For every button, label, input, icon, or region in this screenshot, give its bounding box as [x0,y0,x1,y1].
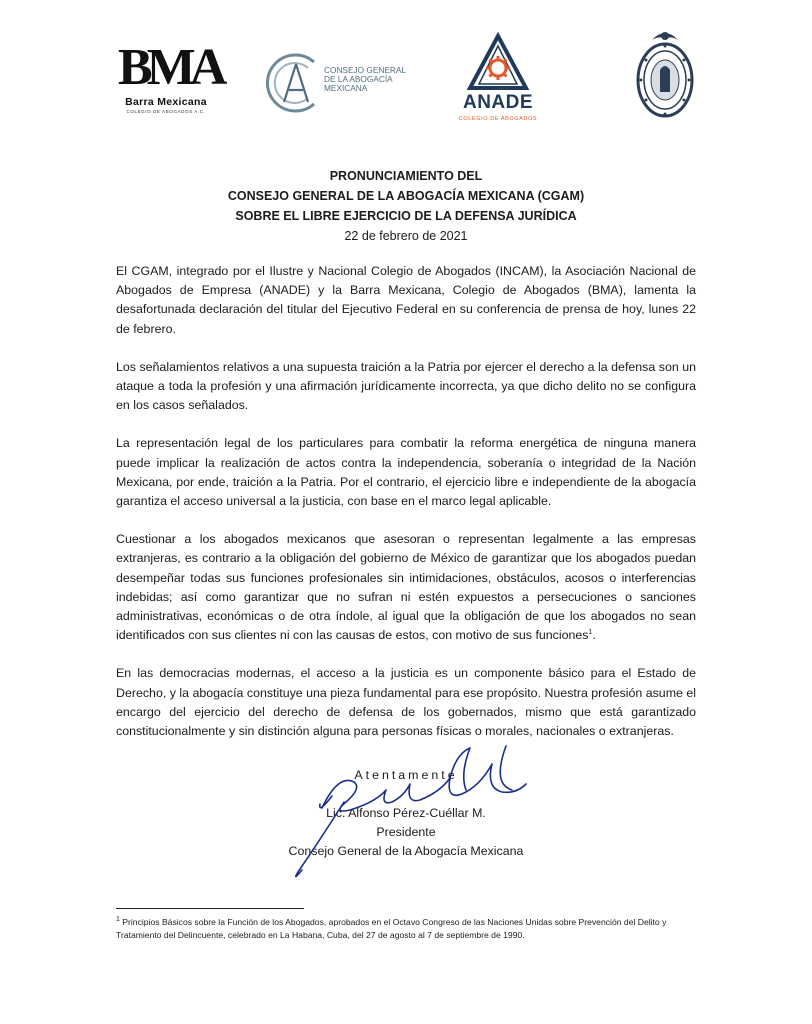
title-line-1: PRONUNCIAMIENTO DEL [329,169,483,183]
paragraph-1: El CGAM, integrado por el Ilustre y Nacional Colegio de Abogados (INCAM), la Asociación Nacional de Abogados de Empresa (ANADE) y la Barra Mexicana, Colegio de Abogados (BMA), lamenta la desafortunada declaración del titular del Ejecutivo Federal en su conferencia de prensa de hoy, lunes 22 de febrero. [116,264,696,336]
paragraph-2: Los señalamientos relativos a una supuesta traición a la Patria por ejercer el derecho a la defensa son un ataque a toda la profesión y una afirmación jurídicamente incorrecta, ya que dicho delito no se configura en los casos señalados. [116,359,696,413]
paragraph-3: La representación legal de los particulares para combatir la reforma energética de ninguna manera puede implicar la realización de actos contra la independencia, soberanía o integridad de la Nación Mexicana, por ende, traición a la Patria. Por el contrario, el ejercicio libre e independiente de la abogacía garantiza el acceso universal a la justicia, con base en el marco legal aplicable. [116,436,696,509]
anade-logo-subtitle: COLEGIO DE ABOGADOS [458,116,538,122]
bma-logo-mark: BMA [118,39,222,96]
document-date: 22 de febrero de 2021 [344,229,468,243]
footnote-reference: 1 [588,629,593,637]
logo-row [0,24,812,134]
signer-name: Lic. Alfonso Pérez-Cuéllar M. [326,806,486,820]
handwritten-signature [280,744,550,884]
cgam-logo-line1: CONSEJO GENERAL [324,65,407,75]
anade-logo [448,32,548,132]
cgam-logo [262,44,407,124]
bma-logo-name: Barra Mexicana [125,96,207,108]
footnote-text: Principios Básicos sobre la Función de los Abogados, aprobados en el Octavo Congreso de las Naciones Unidas sobre Prevención del Delito y Tratamiento del Delincuente, celebrado en La Habana, Cuba, del 27 de agosto al 7 de septiembre de 1990. [116,917,667,940]
signer-role: Presidente [376,825,436,839]
signer-organization: Consejo General de la Abogacía Mexicana [288,844,524,858]
closing-text: Atentamente [354,768,458,782]
document-title [0,166,812,246]
incam-crest-logo [632,26,698,122]
cgam-logo-line2: DE LA ABOGACÍA [324,74,393,85]
cgam-logo-line3: MEXICANA [324,83,368,94]
cgam-emblem-icon [262,48,332,118]
anade-triangle-icon [448,32,548,92]
footnote-divider [116,908,304,909]
footnote [116,916,696,941]
paragraph-4-period: . [592,628,596,643]
paragraph-5: En las democracias modernas, el acceso a la justicia es un componente básico para el Estado de Derecho, y la abogacía constituye una pieza fundamental para ese propósito. Nuestra profesión asume el encargo del ejercicio del derecho de defensa de los gobernados, mismo que está garantizado constitucionalmente y sin distinción alguna para personas físicas o morales, nacionales o extranjeras. [116,666,696,739]
bma-logo [118,39,222,132]
footnote-number: 1 [116,916,120,924]
paragraph-4 [116,530,696,645]
document-body [116,262,696,760]
title-line-3: SOBRE EL LIBRE EJERCICIO DE LA DEFENSA JURÍDICA [235,209,577,223]
bma-logo-subtitle: COLEGIO DE ABOGADOS A.C. [126,109,206,114]
crest-icon [632,26,698,122]
cgam-logo-text [324,66,409,94]
anade-logo-name: ANADE [462,92,534,113]
paragraph-4-text: Cuestionar a los abogados mexicanos que asesoran o representan legalmente a las empresas extranjeras, es contrario a la obligación del gobierno de México de garantizar que los abogados puedan desempeñar todas sus funciones profesionales sin intimidaciones, obstáculos, acosos o interferencias indebidas; así como garantizar que no sufran ni estén expuestos a persecuciones o sanciones administrativas, económicas o de otra índole, al igual que la obligación de que los abogados no sean identificados con sus clientes ni con las causas de estos, con motivo de sus funciones [116,532,696,643]
title-line-2: CONSEJO GENERAL DE LA ABOGACÍA MEXICANA (CGAM) [227,189,585,203]
